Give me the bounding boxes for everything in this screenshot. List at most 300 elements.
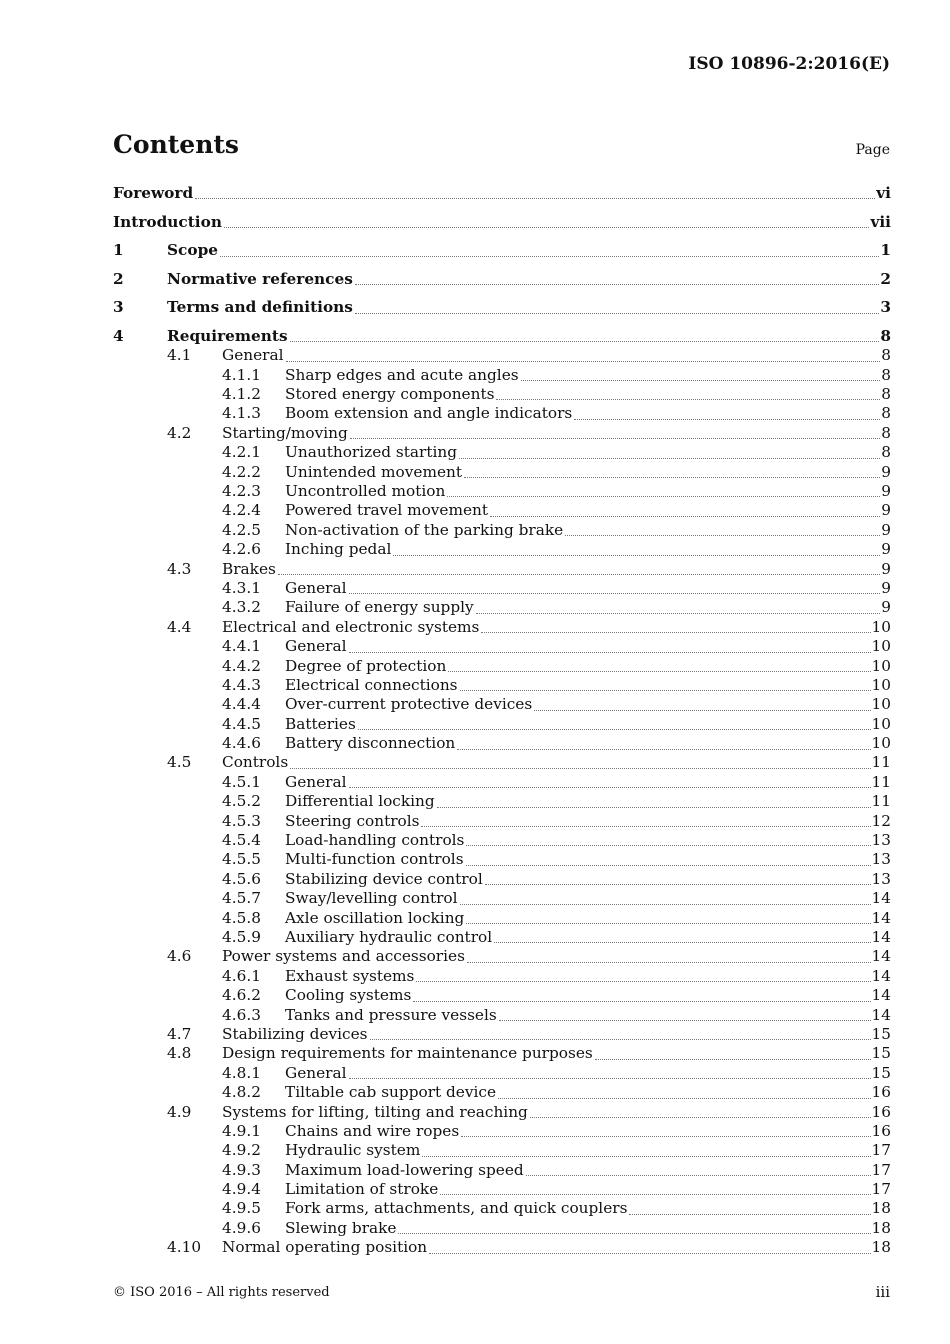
toc-entry-label: Terms and definitions — [167, 298, 353, 317]
toc-entry-number: 4.9.2 — [222, 1141, 261, 1160]
toc-entry-page: 9 — [881, 462, 891, 481]
toc-entry[interactable] — [113, 909, 891, 928]
toc-entry-number: 4.2.4 — [222, 501, 261, 520]
dot-leader — [355, 284, 880, 285]
dot-leader — [460, 904, 871, 905]
toc-entry-line — [285, 928, 891, 947]
toc-entry-number: 4.4.2 — [222, 656, 261, 675]
toc-entry-label: Stabilizing devices — [222, 1024, 368, 1043]
toc-entry-page: 14 — [871, 966, 891, 985]
toc-entry[interactable] — [113, 870, 891, 889]
toc-entry-line — [285, 889, 891, 908]
toc-entry[interactable] — [113, 366, 891, 385]
toc-entry-page: 11 — [871, 792, 891, 811]
toc-entry-label: Tanks and pressure vessels — [285, 1005, 497, 1024]
toc-entry-line — [285, 870, 891, 889]
toc-entry-label: Normal operating position — [222, 1238, 428, 1257]
dot-leader — [393, 555, 880, 556]
toc-entry-page: 16 — [871, 1102, 891, 1121]
toc-entry-page: 8 — [881, 365, 891, 384]
dot-leader — [350, 438, 880, 439]
dot-leader — [220, 256, 879, 257]
toc-entry-line — [285, 366, 891, 385]
toc-entry-label: Cooling systems — [285, 986, 412, 1005]
toc-entry-page: 8 — [881, 404, 891, 423]
toc-entry-label: Failure of energy supply — [285, 598, 474, 617]
toc-entry-number: 4.5.2 — [222, 792, 261, 811]
toc-entry-line — [285, 501, 891, 520]
toc-entry[interactable] — [113, 676, 891, 695]
toc-entry-number: 4.1 — [167, 346, 192, 365]
toc-entry-line — [285, 385, 891, 404]
toc-entry-page: 14 — [871, 928, 891, 946]
toc-entry[interactable] — [113, 812, 891, 831]
toc-entry-page: 2 — [880, 269, 891, 288]
toc-entry[interactable] — [113, 850, 891, 869]
toc-entry[interactable] — [113, 346, 891, 365]
toc-entry-label: Hydraulic system — [285, 1141, 421, 1160]
toc-entry[interactable] — [113, 1199, 891, 1218]
dot-leader — [290, 768, 870, 769]
toc-entry[interactable] — [113, 1025, 891, 1044]
toc-entry-line — [285, 521, 891, 540]
toc-entry-label: Batteries — [285, 714, 356, 733]
toc-entry-label: Boom extension and angle indicators — [285, 404, 573, 423]
dot-leader — [461, 1136, 870, 1137]
toc-entry-label: Over-current protective devices — [285, 695, 533, 714]
toc-entry[interactable] — [113, 657, 891, 676]
toc-entry-number: 2 — [113, 269, 124, 288]
toc-entry-page: 14 — [871, 947, 891, 966]
toc-entry-line — [222, 753, 891, 772]
toc-entry-page: 9 — [881, 578, 891, 597]
toc-entry[interactable] — [113, 327, 891, 346]
toc-entry-number: 4.6.3 — [222, 1005, 261, 1024]
toc-entry-number: 3 — [113, 298, 124, 317]
toc-entry-number: 4.5.6 — [222, 869, 261, 888]
toc-entry-page: 17 — [871, 1160, 891, 1179]
toc-entry-line — [285, 1006, 891, 1025]
toc-entry[interactable] — [113, 540, 891, 559]
toc-entry-label: Slewing brake — [285, 1218, 397, 1237]
dot-leader — [349, 787, 871, 788]
toc-entry-label: General — [285, 637, 347, 656]
dot-leader — [349, 652, 871, 653]
toc-entry-line — [285, 1180, 891, 1199]
toc-entry-number: 4.2.6 — [222, 540, 261, 559]
toc-entry-label: General — [285, 578, 347, 597]
toc-entry[interactable] — [113, 967, 891, 986]
toc-entry[interactable] — [113, 753, 891, 772]
toc-entry-line — [285, 463, 891, 482]
copyright-notice: © ISO 2016 – All rights reserved — [113, 1285, 330, 1300]
toc-entry-page: 16 — [871, 1083, 891, 1102]
toc-entry-line — [285, 1064, 891, 1083]
toc-entry-number: 4.9.1 — [222, 1121, 261, 1140]
toc-entry[interactable] — [113, 1238, 891, 1257]
toc-entry-line — [222, 560, 891, 579]
table-of-contents — [113, 184, 891, 1258]
toc-entry-page: 15 — [871, 1044, 891, 1063]
toc-entry[interactable] — [113, 298, 891, 317]
toc-entry[interactable] — [113, 184, 891, 203]
toc-entry-number: 4.5.4 — [222, 831, 261, 850]
toc-entry-page: 11 — [871, 753, 891, 772]
toc-entry-page: vi — [876, 184, 891, 202]
dot-leader — [398, 1233, 870, 1234]
toc-entry-label: Normative references — [167, 269, 353, 288]
toc-entry-number: 4.4.4 — [222, 695, 261, 714]
toc-entry-number: 4.4.6 — [222, 734, 261, 753]
toc-entry-line — [222, 424, 891, 443]
toc-entry-number: 4.2.3 — [222, 482, 261, 501]
toc-entry-line — [285, 404, 891, 423]
dot-leader — [459, 458, 880, 459]
toc-entry-label: Controls — [222, 753, 289, 772]
dot-leader — [358, 729, 871, 730]
toc-entry[interactable] — [113, 1083, 891, 1102]
toc-entry-label: General — [222, 346, 284, 365]
toc-entry-label: Load-handling controls — [285, 831, 465, 850]
dot-leader — [467, 962, 871, 963]
toc-entry-line — [285, 792, 891, 811]
toc-entry-number: 4.5.9 — [222, 928, 261, 946]
toc-entry-label: Fork arms, attachments, and quick couplers — [285, 1199, 628, 1218]
toc-entry-page: 18 — [871, 1218, 891, 1237]
toc-entry-line — [222, 1044, 891, 1063]
dot-leader — [355, 313, 879, 314]
toc-entry[interactable] — [113, 792, 891, 811]
toc-entry-page: 8 — [881, 423, 891, 442]
dot-leader — [349, 1078, 871, 1079]
toc-entry-line — [285, 715, 891, 734]
toc-entry-page: 10 — [871, 656, 891, 675]
toc-entry[interactable] — [113, 1161, 891, 1180]
toc-entry-line — [285, 657, 891, 676]
toc-entry-line — [285, 598, 891, 617]
toc-entry-page: 9 — [881, 559, 891, 578]
dot-leader — [290, 341, 880, 342]
toc-entry-label: Exhaust systems — [285, 966, 415, 985]
toc-entry-label: Maximum load-lowering speed — [285, 1160, 524, 1179]
toc-entry-line — [285, 1122, 891, 1141]
toc-entry-label: Tiltable cab support device — [285, 1083, 497, 1102]
toc-entry-number: 4.6.1 — [222, 966, 261, 985]
toc-entry-label: Electrical connections — [285, 675, 458, 694]
toc-entry-label: Powered travel movement — [285, 501, 489, 520]
dot-leader — [498, 1098, 871, 1099]
toc-entry-number: 4.8.2 — [222, 1083, 261, 1102]
page-number: iii — [875, 1283, 890, 1301]
toc-entry-line — [285, 1199, 891, 1218]
dot-leader — [286, 361, 881, 362]
toc-entry-label: Degree of protection — [285, 656, 447, 675]
dot-leader — [278, 574, 880, 575]
toc-entry-line — [285, 540, 891, 559]
toc-entry-number: 4.1.2 — [222, 385, 261, 404]
toc-entry-page: 13 — [871, 831, 891, 850]
dot-leader — [421, 826, 870, 827]
dot-leader — [565, 535, 880, 536]
toc-entry[interactable] — [113, 1219, 891, 1238]
toc-entry[interactable] — [113, 424, 891, 443]
toc-entry[interactable] — [113, 385, 891, 404]
toc-entry-number: 4.3.2 — [222, 598, 261, 617]
toc-entry-line — [222, 346, 891, 365]
toc-entry[interactable] — [113, 831, 891, 850]
dot-leader — [440, 1194, 870, 1195]
toc-entry[interactable] — [113, 947, 891, 966]
toc-entry-line — [285, 443, 891, 462]
toc-entry[interactable] — [113, 986, 891, 1005]
toc-entry-label: General — [285, 1063, 347, 1082]
toc-entry-page: 15 — [871, 1063, 891, 1082]
dot-leader — [481, 632, 870, 633]
toc-entry-label: Sharp edges and acute angles — [285, 365, 519, 384]
toc-entry-label: Inching pedal — [285, 540, 392, 559]
dot-leader — [460, 690, 871, 691]
dot-leader — [416, 981, 870, 982]
toc-entry[interactable] — [113, 618, 891, 637]
dot-leader — [464, 477, 880, 478]
page-column-heading: Page — [855, 142, 890, 158]
toc-entry-line — [285, 773, 891, 792]
toc-entry-line — [222, 618, 891, 637]
toc-entry-label: Limitation of stroke — [285, 1180, 439, 1199]
toc-entry[interactable] — [113, 521, 891, 540]
toc-entry-number: 4.1.1 — [222, 365, 261, 384]
toc-entry-label: Power systems and accessories — [222, 947, 465, 966]
toc-entry-page: 18 — [871, 1238, 891, 1257]
toc-entry-line — [167, 298, 891, 317]
toc-entry-line — [113, 184, 891, 203]
toc-entry-page: 9 — [881, 482, 891, 501]
toc-entry[interactable] — [113, 482, 891, 501]
toc-entry-page: 18 — [871, 1199, 891, 1218]
toc-entry-label: Battery disconnection — [285, 734, 456, 753]
toc-entry[interactable] — [113, 637, 891, 656]
toc-entry-page: 8 — [881, 346, 891, 365]
toc-entry-number: 4.4.1 — [222, 637, 261, 656]
dot-leader — [429, 1253, 870, 1254]
toc-entry-page: 10 — [871, 714, 891, 733]
toc-entry-line — [222, 1025, 891, 1044]
toc-entry-page: 8 — [881, 385, 891, 404]
document-id: ISO 10896-2:2016(E) — [688, 54, 890, 74]
toc-entry-label: Electrical and electronic systems — [222, 617, 480, 636]
toc-entry[interactable] — [113, 734, 891, 753]
toc-entry[interactable] — [113, 715, 891, 734]
dot-leader — [224, 227, 870, 228]
toc-entry-page: 12 — [871, 811, 891, 830]
toc-entry-line — [167, 270, 891, 289]
toc-entry-label: Sway/levelling control — [285, 889, 458, 908]
toc-entry-line — [285, 967, 891, 986]
dot-leader — [447, 496, 880, 497]
toc-entry[interactable] — [113, 213, 891, 232]
toc-entry-page: 14 — [871, 889, 891, 908]
dot-leader — [466, 865, 871, 866]
dot-leader — [629, 1214, 870, 1215]
toc-entry-label: Non-activation of the parking brake — [285, 520, 564, 539]
toc-entry-label: Starting/moving — [222, 423, 348, 442]
toc-entry-page: 9 — [881, 598, 891, 617]
toc-entry-line — [285, 909, 891, 928]
toc-entry-number: 4.1.3 — [222, 404, 261, 423]
toc-entry-label: Unintended movement — [285, 462, 463, 481]
toc-entry-page: 14 — [871, 1005, 891, 1024]
toc-entry-label: Multi-function controls — [285, 850, 464, 869]
toc-entry-page: 14 — [871, 986, 891, 1005]
toc-entry-number: 4.3.1 — [222, 578, 261, 597]
page-title: Contents — [113, 130, 240, 159]
toc-entry-label: Introduction — [113, 212, 222, 231]
dot-leader — [437, 807, 871, 808]
toc-entry[interactable] — [113, 501, 891, 520]
toc-entry-label: Stabilizing device control — [285, 869, 483, 888]
toc-entry-label: Uncontrolled motion — [285, 482, 446, 501]
toc-entry-line — [285, 850, 891, 869]
toc-entry-label: Axle oscillation locking — [285, 908, 465, 927]
toc-entry[interactable] — [113, 443, 891, 462]
dot-leader — [574, 419, 880, 420]
toc-entry[interactable] — [113, 560, 891, 579]
dot-leader — [490, 516, 880, 517]
toc-entry-page: 9 — [881, 520, 891, 539]
toc-entry-label: Design requirements for maintenance purposes — [222, 1044, 593, 1063]
toc-entry-line — [222, 947, 891, 966]
toc-entry[interactable] — [113, 1006, 891, 1025]
toc-entry[interactable] — [113, 463, 891, 482]
toc-entry-number: 4.2 — [167, 423, 192, 442]
toc-entry-number: 4.4.5 — [222, 714, 261, 733]
dot-leader — [448, 671, 870, 672]
toc-entry[interactable] — [113, 1064, 891, 1083]
toc-entry-page: 10 — [871, 734, 891, 753]
toc-entry-label: Scope — [167, 241, 218, 260]
toc-entry-page: 9 — [881, 501, 891, 520]
toc-entry-page: 15 — [871, 1024, 891, 1043]
toc-entry-number: 4.9.4 — [222, 1180, 261, 1199]
toc-entry-number: 4.8.1 — [222, 1063, 261, 1082]
toc-entry[interactable] — [113, 270, 891, 289]
toc-entry[interactable] — [113, 598, 891, 617]
toc-entry[interactable] — [113, 889, 891, 908]
toc-entry[interactable] — [113, 695, 891, 714]
toc-entry-line — [285, 695, 891, 714]
toc-entry-number: 4.3 — [167, 559, 192, 578]
toc-entry-label: Foreword — [113, 184, 194, 202]
toc-entry-number: 4.5 — [167, 753, 192, 772]
toc-entry-page: 17 — [871, 1180, 891, 1199]
toc-entry-line — [222, 1103, 891, 1122]
dot-leader — [476, 613, 881, 614]
dot-leader — [370, 1039, 871, 1040]
dot-leader — [195, 198, 875, 199]
toc-entry[interactable] — [113, 1122, 891, 1141]
toc-entry-number: 4.5.8 — [222, 908, 261, 927]
toc-entry-line — [285, 1219, 891, 1238]
dot-leader — [595, 1059, 871, 1060]
toc-entry-page: 10 — [871, 675, 891, 694]
toc-entry-page: 8 — [881, 443, 891, 462]
toc-entry-page: 10 — [871, 695, 891, 714]
toc-entry-line — [285, 1083, 891, 1102]
toc-entry-number: 4.4.3 — [222, 675, 261, 694]
dot-leader — [485, 884, 871, 885]
toc-entry-number: 4.9.6 — [222, 1218, 261, 1237]
toc-entry-number: 4.2.5 — [222, 520, 261, 539]
toc-entry-line — [285, 734, 891, 753]
toc-entry-number: 4.9.3 — [222, 1160, 261, 1179]
toc-entry-page: 3 — [880, 298, 891, 317]
toc-entry-line — [285, 986, 891, 1005]
toc-entry-line — [285, 579, 891, 598]
toc-entry-number: 4.5.5 — [222, 850, 261, 869]
toc-entry-line — [167, 327, 891, 346]
toc-entry-line — [285, 831, 891, 850]
toc-entry-page: 9 — [881, 540, 891, 559]
dot-leader — [494, 942, 870, 943]
toc-entry-line — [285, 637, 891, 656]
toc-entry-label: Systems for lifting, tilting and reaching — [222, 1102, 528, 1121]
toc-entry[interactable] — [113, 241, 891, 260]
toc-entry-number: 4.7 — [167, 1024, 192, 1043]
toc-entry-page: 16 — [871, 1121, 891, 1140]
dot-leader — [526, 1175, 871, 1176]
toc-entry-line — [285, 482, 891, 501]
dot-leader — [466, 923, 870, 924]
toc-entry-label: General — [285, 772, 347, 791]
toc-entry-label: Unauthorized starting — [285, 443, 458, 462]
toc-entry-page: 1 — [880, 241, 891, 260]
toc-entry[interactable] — [113, 773, 891, 792]
dot-leader — [457, 749, 870, 750]
dot-leader — [422, 1156, 870, 1157]
toc-entry-number: 4.8 — [167, 1044, 192, 1063]
toc-entry[interactable] — [113, 1044, 891, 1063]
toc-entry-page: 10 — [871, 637, 891, 656]
toc-entry-page: 17 — [871, 1141, 891, 1160]
dot-leader — [530, 1117, 871, 1118]
toc-entry[interactable] — [113, 579, 891, 598]
toc-entry-number: 4.6.2 — [222, 986, 261, 1005]
toc-entry-number: 4.5.3 — [222, 811, 261, 830]
toc-entry-page: 8 — [880, 326, 891, 345]
toc-entry-label: Requirements — [167, 326, 288, 345]
toc-entry-number: 4.9 — [167, 1102, 192, 1121]
toc-entry-number: 1 — [113, 241, 124, 260]
toc-entry-number: 4.10 — [167, 1238, 202, 1257]
toc-entry[interactable] — [113, 928, 891, 947]
dot-leader — [534, 710, 870, 711]
toc-entry-number: 4.9.5 — [222, 1199, 261, 1218]
toc-entry-label: Chains and wire ropes — [285, 1121, 460, 1140]
toc-entry-page: 10 — [871, 617, 891, 636]
toc-entry-page: 11 — [871, 772, 891, 791]
toc-entry-number: 4.4 — [167, 617, 192, 636]
toc-entry-number: 4.2.1 — [222, 443, 261, 462]
toc-entry-label: Auxiliary hydraulic control — [285, 928, 493, 946]
toc-entry-line — [113, 213, 891, 232]
toc-entry[interactable] — [113, 404, 891, 423]
toc-entry[interactable] — [113, 1103, 891, 1122]
toc-entry-page: 14 — [871, 908, 891, 927]
toc-entry[interactable] — [113, 1180, 891, 1199]
toc-entry[interactable] — [113, 1141, 891, 1160]
toc-entry-label: Stored energy components — [285, 385, 495, 404]
toc-entry-page: vii — [870, 212, 891, 231]
